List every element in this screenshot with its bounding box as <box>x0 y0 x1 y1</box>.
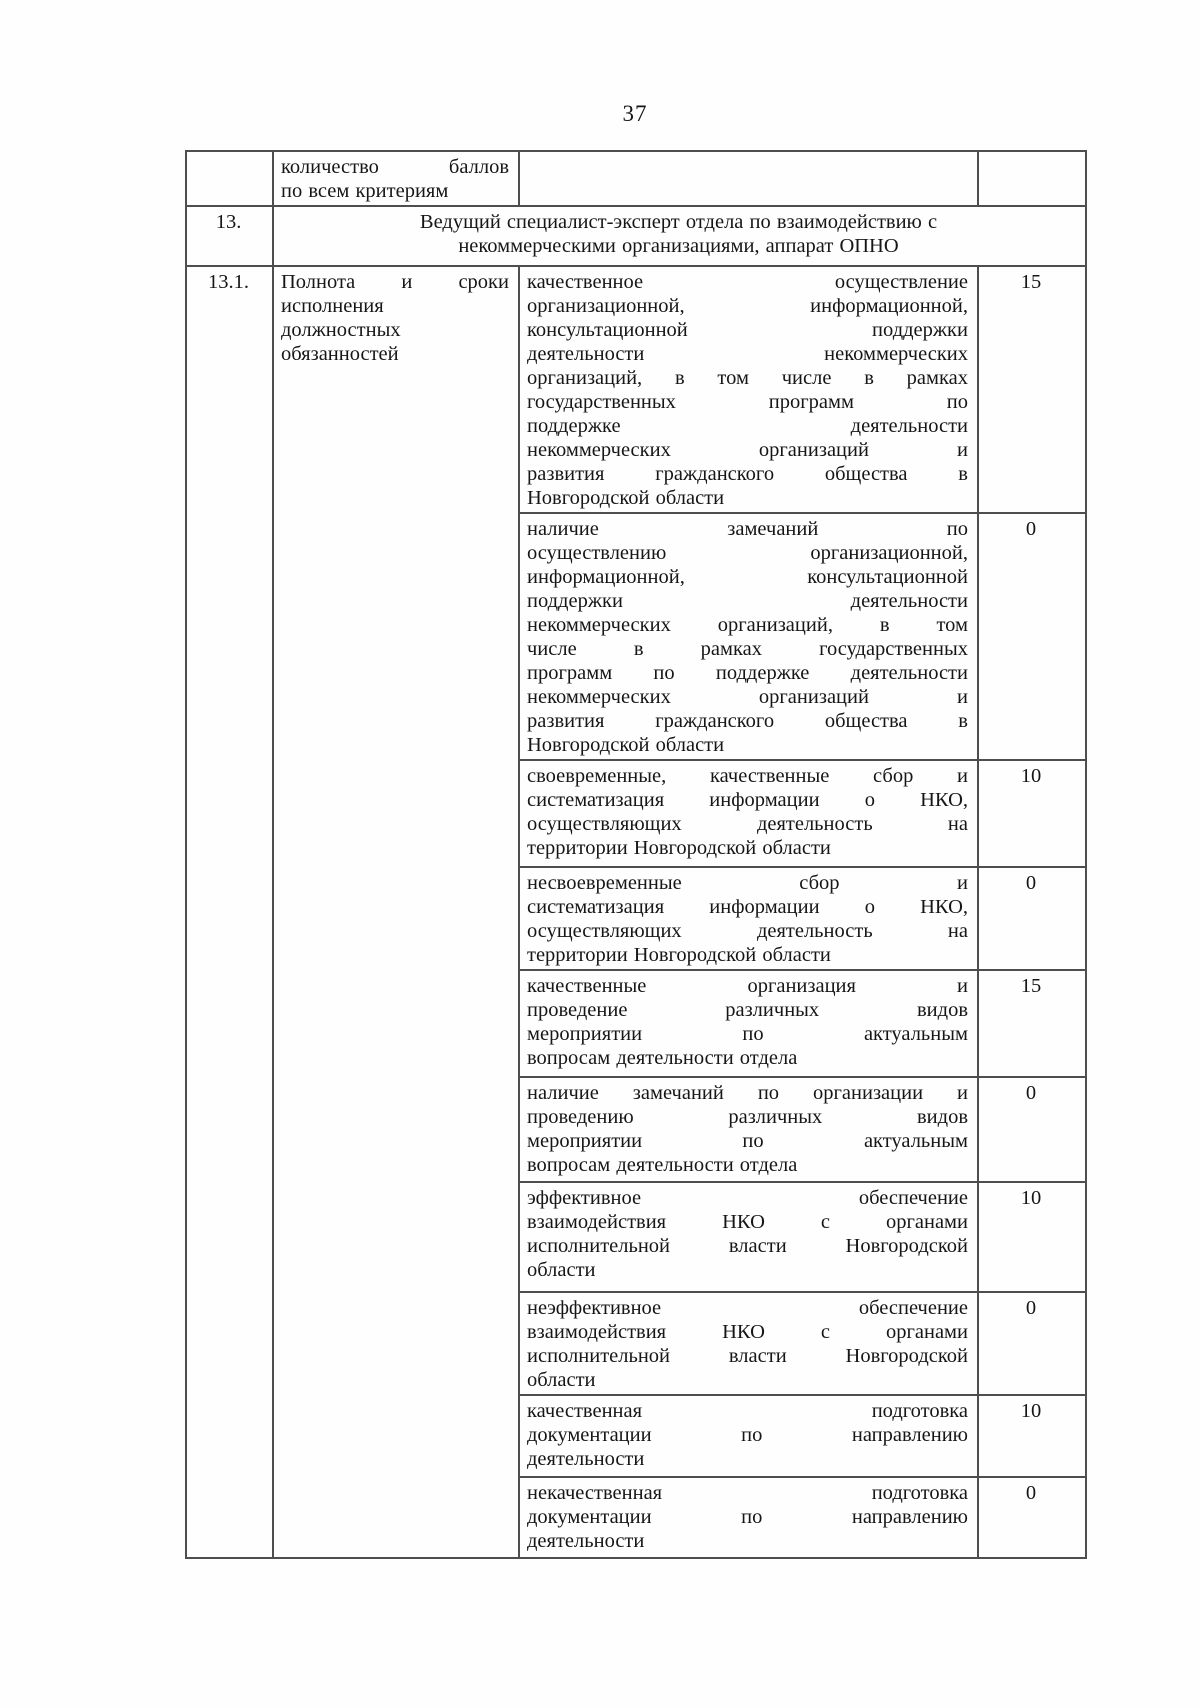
criteria-table-body <box>186 151 1086 1558</box>
criterion-sub-row <box>186 266 1086 513</box>
text-line: взаимодействия НКО с органами <box>527 1321 968 1343</box>
text-line: деятельности некоммерческих <box>527 343 968 365</box>
text-line: государственных программ по <box>527 391 968 413</box>
text-line: взаимодействия НКО с органами <box>527 1211 968 1233</box>
text-line: исполнительной власти Новгородской <box>527 1345 968 1367</box>
text-line: осуществляющих деятельность на <box>527 813 968 835</box>
points-value-cell: 10 <box>978 760 1086 867</box>
text-line: неэффективное обеспечение <box>527 1297 968 1319</box>
indicator-description-cell <box>519 1477 978 1558</box>
position-row <box>186 206 1086 266</box>
indicator-description-cell <box>519 513 978 760</box>
points-value-cell: 10 <box>978 1395 1086 1477</box>
text-line: некоммерческих организаций и <box>527 686 968 708</box>
points-value-cell: 15 <box>978 970 1086 1077</box>
text-line: некоммерческими организациями, аппарат ОПНО <box>458 235 899 257</box>
text-line: информационной, консультационной <box>527 566 968 588</box>
text-line: деятельности <box>527 1448 645 1470</box>
text-line: количество баллов <box>281 156 509 178</box>
indicator-description-cell <box>519 970 978 1077</box>
points-value-cell: 0 <box>978 867 1086 970</box>
criterion-name-cell <box>273 266 519 1558</box>
indicator-description-cell <box>519 1077 978 1182</box>
text-line: организационной, информационной, <box>527 295 968 317</box>
carryover-points-cell <box>978 151 1086 206</box>
carryover-row <box>186 151 1086 206</box>
text-line: систематизация информации о НКО, <box>527 896 968 918</box>
points-value-cell: 0 <box>978 1077 1086 1182</box>
text-line: области <box>527 1259 596 1281</box>
text-line: исполнительной власти Новгородской <box>527 1235 968 1257</box>
text-line: наличие замечаний по организации и <box>527 1082 968 1104</box>
points-value-cell: 0 <box>978 513 1086 760</box>
text-line: развития гражданского общества в <box>527 463 968 485</box>
indicator-description-cell <box>519 1292 978 1395</box>
text-line: числе в рамках государственных <box>527 638 968 660</box>
text-line: своевременные, качественные сбор и <box>527 765 968 787</box>
text-line: по всем критериям <box>281 180 449 202</box>
criteria-table <box>185 150 1087 1559</box>
criterion-number-cell: 13.1. <box>186 266 273 1558</box>
text-line: документации по направлению <box>527 1506 968 1528</box>
text-line: качественная подготовка <box>527 1400 968 1422</box>
carryover-criteria-cell <box>273 151 519 206</box>
text-line: Ведущий специалист-эксперт отдела по взаимодействию с <box>419 211 938 233</box>
text-line: области <box>527 1369 596 1391</box>
indicator-description-cell <box>519 867 978 970</box>
text-line: наличие замечаний по <box>527 518 968 540</box>
text-line: проведение различных видов <box>527 999 968 1021</box>
text-line: мероприятии по актуальным <box>527 1023 968 1045</box>
page-number: 37 <box>622 101 648 126</box>
text-line: качественное осуществление <box>527 271 968 293</box>
carryover-description-cell <box>519 151 978 206</box>
text-line: некоммерческих организаций и <box>527 439 968 461</box>
text-line: деятельности <box>527 1530 645 1552</box>
text-line: качественные организация и <box>527 975 968 997</box>
text-line: Полнота и сроки <box>281 271 509 293</box>
indicator-description-cell <box>519 760 978 867</box>
text-line: некоммерческих организаций, в том <box>527 614 968 636</box>
text-line: вопросам деятельности отдела <box>527 1047 798 1069</box>
text-line: территории Новгородской области <box>527 944 831 966</box>
position-number-cell: 13. <box>186 206 273 266</box>
indicator-description-cell <box>519 1182 978 1292</box>
text-line: систематизация информации о НКО, <box>527 789 968 811</box>
text-line: вопросам деятельности отдела <box>527 1154 798 1176</box>
text-line: развития гражданского общества в <box>527 710 968 732</box>
text-line: обязанностей <box>281 343 399 365</box>
points-value-cell: 0 <box>978 1477 1086 1558</box>
text-line: исполнения <box>281 295 384 317</box>
text-line: консультационной поддержки <box>527 319 968 341</box>
text-line: должностных <box>281 319 401 341</box>
text-line: документации по направлению <box>527 1424 968 1446</box>
points-value-cell: 10 <box>978 1182 1086 1292</box>
text-line: поддержке деятельности <box>527 415 968 437</box>
text-line: мероприятии по актуальным <box>527 1130 968 1152</box>
text-line: осуществляющих деятельность на <box>527 920 968 942</box>
text-line: осуществлению организационной, <box>527 542 968 564</box>
text-line: программ по поддержке деятельности <box>527 662 968 684</box>
text-line: несвоевременные сбор и <box>527 872 968 894</box>
indicator-description-cell <box>519 1395 978 1477</box>
text-line: некачественная подготовка <box>527 1482 968 1504</box>
text-line: территории Новгородской области <box>527 837 831 859</box>
text-line: организаций, в том числе в рамках <box>527 367 968 389</box>
text-line: поддержки деятельности <box>527 590 968 612</box>
text-line: Новгородской области <box>527 487 725 509</box>
text-line: эффективное обеспечение <box>527 1187 968 1209</box>
points-value-cell: 15 <box>978 266 1086 513</box>
position-title-cell <box>273 206 1086 266</box>
carryover-number-cell <box>186 151 273 206</box>
text-line: проведению различных видов <box>527 1106 968 1128</box>
points-value-cell: 0 <box>978 1292 1086 1395</box>
indicator-description-cell <box>519 266 978 513</box>
text-line: Новгородской области <box>527 734 725 756</box>
